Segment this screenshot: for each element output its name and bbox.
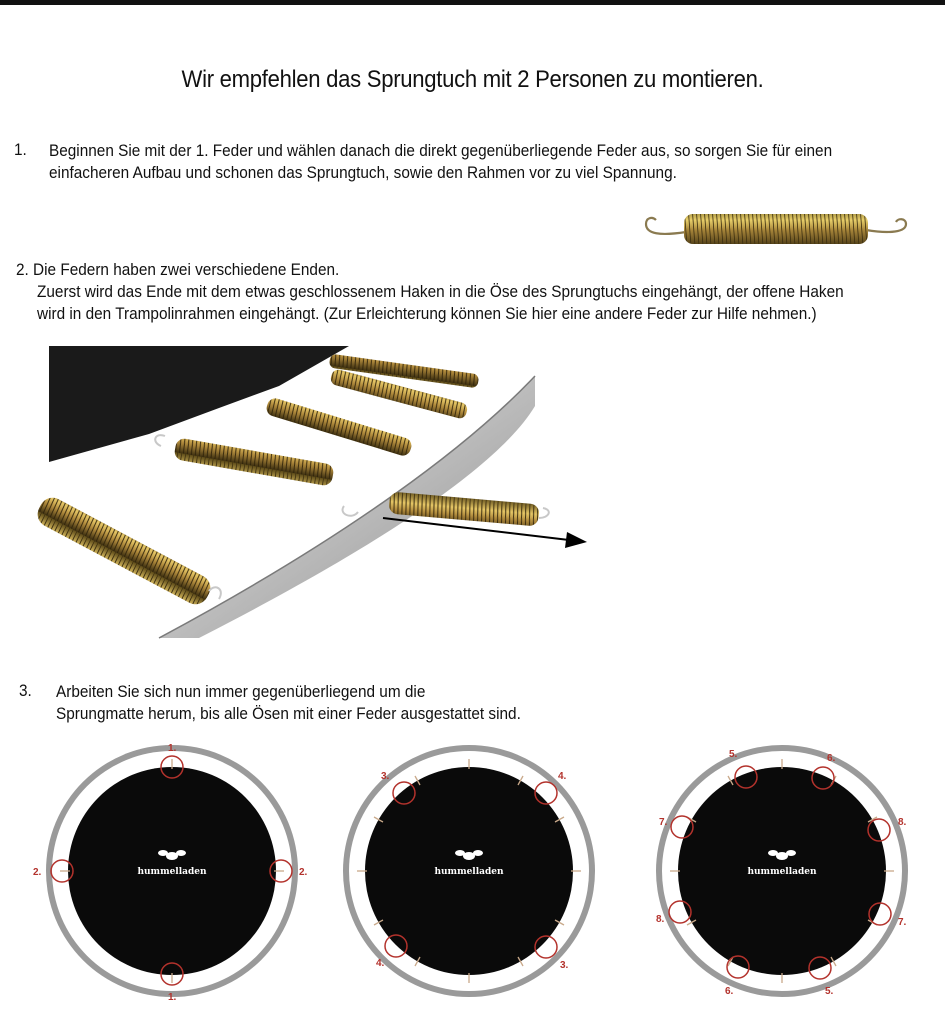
diagram-label: 3.: [560, 960, 569, 971]
top-border: [0, 0, 945, 5]
step3-text-line1: Arbeiten Sie sich nun immer gegenüberliegend um die: [56, 683, 426, 701]
step2-heading: 2. Die Federn haben zwei verschiedene Enden.: [16, 261, 340, 279]
trampoline-diagram-2: [334, 738, 604, 1008]
diagram-label: 6.: [827, 753, 836, 764]
trampoline-diagram-3: [647, 738, 917, 1008]
diagram-label: 4.: [376, 958, 385, 969]
diagram-label: 1.: [168, 992, 177, 1003]
diagram-label: 8.: [656, 914, 665, 925]
logo-text: hummelladen: [747, 867, 817, 877]
step1-text-line1: Beginnen Sie mit der 1. Feder und wählen danach die direkt gegenüberliegende Feder aus, so sorgen Sie für einen: [49, 142, 833, 160]
diagram-label: 5.: [825, 986, 834, 997]
spring-mounting-photo: [49, 346, 535, 638]
spring-illustration: [640, 206, 912, 256]
diagram-label: 1.: [168, 743, 177, 754]
step3-number: 3.: [19, 682, 32, 700]
step2-text-line1: Zuerst wird das Ende mit dem etwas geschlossenem Haken in die Öse des Sprungtuchs eingehängt, der offene Haken: [37, 283, 844, 301]
step2-text-line2: wird in den Trampolinrahmen eingehängt. (Zur Erleichterung können Sie hier eine andere Feder zur Hilfe nehmen.): [37, 305, 817, 323]
diagram-label: 2.: [33, 867, 42, 878]
step1-text-line2: einfacheren Aufbau und schonen das Sprungtuch, sowie den Rahmen vor zu viel Spannung.: [49, 164, 677, 182]
page-title: Wir empfehlen das Sprungtuch mit 2 Personen zu montieren.: [181, 66, 764, 93]
logo-text: hummelladen: [434, 867, 504, 877]
diagram-label: 2.: [299, 867, 308, 878]
step3-text-line2: Sprungmatte herum, bis alle Ösen mit einer Feder ausgestattet sind.: [56, 705, 521, 723]
logo-text: hummelladen: [137, 867, 207, 877]
diagram-label: 4.: [558, 771, 567, 782]
step1-number: 1.: [14, 141, 27, 159]
diagram-label: 6.: [725, 986, 734, 997]
diagram-label: 8.: [898, 817, 907, 828]
diagram-label: 3.: [381, 771, 390, 782]
diagram-label: 7.: [898, 917, 907, 928]
diagram-label: 5.: [729, 749, 738, 760]
diagram-label: 7.: [659, 817, 668, 828]
trampoline-diagram-1: [33, 738, 308, 1008]
